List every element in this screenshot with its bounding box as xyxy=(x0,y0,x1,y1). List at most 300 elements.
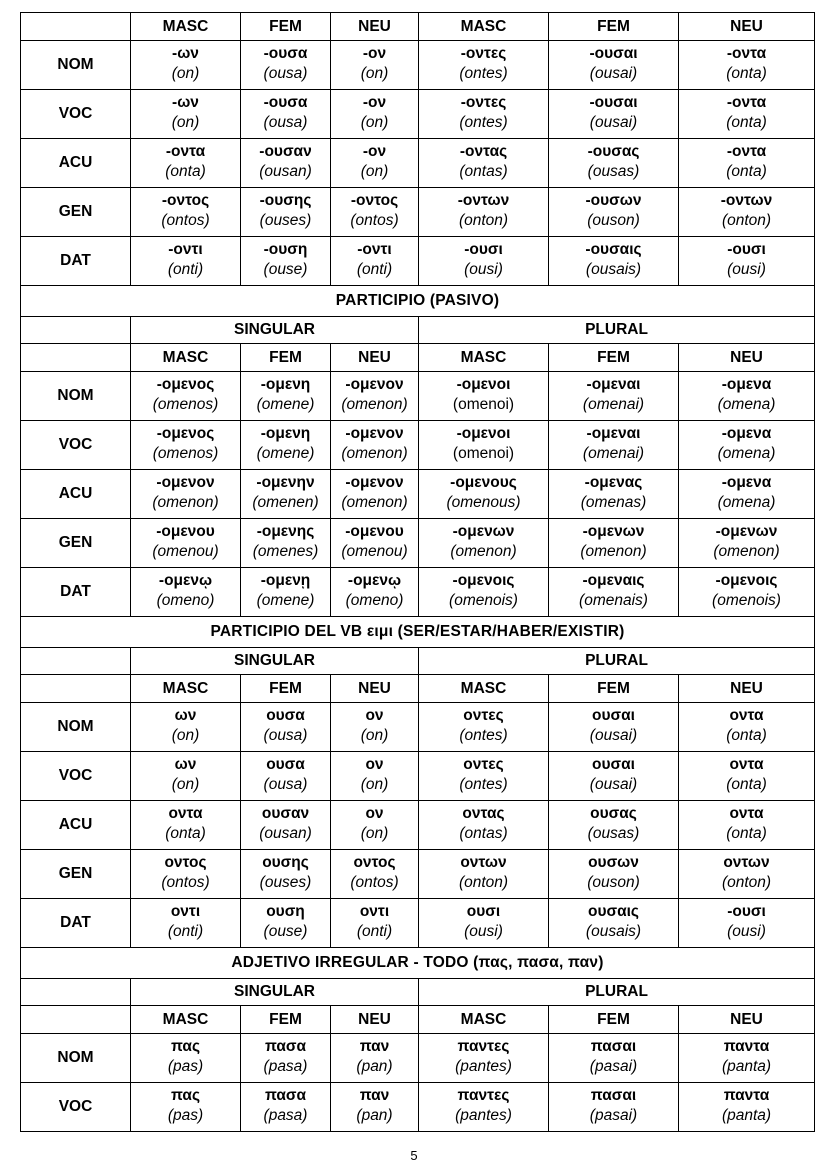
greek-ending: οντα xyxy=(729,804,764,822)
form-cell xyxy=(241,237,331,286)
transliteration: (onti) xyxy=(167,260,204,278)
greek-ending: -ομενον xyxy=(345,375,404,393)
form-cell xyxy=(131,899,241,948)
column-header: MASC xyxy=(131,675,241,703)
form-cell xyxy=(419,899,549,948)
greek-ending: οντα xyxy=(168,804,203,822)
form-cell xyxy=(131,421,241,470)
column-header: NEU xyxy=(331,13,419,41)
greek-ending: -ομενῃ xyxy=(260,571,311,589)
greek-ending: -ομενα xyxy=(721,473,772,491)
transliteration: (ousan) xyxy=(259,824,312,842)
case-label: DAT xyxy=(21,237,131,286)
form-cell xyxy=(549,139,679,188)
case-label: VOC xyxy=(21,90,131,139)
greek-ending: οντος xyxy=(353,853,396,871)
form-cell xyxy=(549,801,679,850)
greek-ending: -ουσα xyxy=(263,93,308,111)
form-cell xyxy=(241,703,331,752)
transliteration: (omenes) xyxy=(252,542,319,560)
form-cell xyxy=(331,470,419,519)
form-cell xyxy=(131,139,241,188)
greek-ending: ον xyxy=(365,706,384,724)
transliteration: (ousi) xyxy=(464,922,503,940)
column-header: NEU xyxy=(331,1006,419,1034)
form-cell xyxy=(241,1083,331,1132)
gender-header-row xyxy=(21,1006,815,1034)
transliteration: (ousa) xyxy=(263,113,308,131)
transliteration: (omenen) xyxy=(252,493,319,511)
form-cell xyxy=(241,372,331,421)
greek-ending: -ουσι xyxy=(727,902,766,920)
transliteration: (ontes) xyxy=(459,726,508,744)
greek-ending: -ομενου xyxy=(156,522,215,540)
greek-ending: ουσα xyxy=(266,706,305,724)
greek-ending: ουση xyxy=(266,902,305,920)
form-cell xyxy=(241,850,331,899)
transliteration: (omenon) xyxy=(341,493,408,511)
case-row-dat xyxy=(21,899,815,948)
case-label: NOM xyxy=(21,703,131,752)
transliteration: (pan) xyxy=(356,1106,393,1124)
transliteration: (onta) xyxy=(726,64,767,82)
greek-ending: -ων xyxy=(172,44,199,62)
group-singular: SINGULAR xyxy=(131,979,419,1006)
case-row-nom xyxy=(21,1034,815,1083)
corner-cell xyxy=(21,1006,131,1034)
form-cell xyxy=(131,801,241,850)
transliteration: (on) xyxy=(360,162,389,180)
transliteration: (ousai) xyxy=(589,64,638,82)
greek-ending: -ομενων xyxy=(582,522,645,540)
section-title-row xyxy=(21,617,815,648)
form-cell xyxy=(331,801,419,850)
transliteration: (omenou) xyxy=(152,542,219,560)
greek-ending: ον xyxy=(365,804,384,822)
greek-ending: ουσαν xyxy=(261,804,310,822)
transliteration: (onti) xyxy=(356,922,393,940)
transliteration: (ouson) xyxy=(587,211,640,229)
form-cell xyxy=(131,519,241,568)
greek-ending: ουσης xyxy=(262,853,309,871)
form-cell xyxy=(241,801,331,850)
greek-ending: -ων xyxy=(172,93,199,111)
transliteration: (onti) xyxy=(167,922,204,940)
transliteration: (pasa) xyxy=(263,1106,308,1124)
form-cell xyxy=(331,568,419,617)
form-cell xyxy=(549,237,679,286)
form-cell xyxy=(679,372,815,421)
form-cell xyxy=(131,41,241,90)
form-cell xyxy=(241,188,331,237)
case-label: DAT xyxy=(21,899,131,948)
form-cell xyxy=(679,1083,815,1132)
transliteration: (omenous) xyxy=(446,493,521,511)
form-cell xyxy=(241,899,331,948)
column-header: FEM xyxy=(241,344,331,372)
gender-header-row xyxy=(21,344,815,372)
greek-ending: -ουσα xyxy=(263,44,308,62)
transliteration: (on) xyxy=(171,113,200,131)
greek-ending: ουσαι xyxy=(592,755,635,773)
form-cell xyxy=(131,470,241,519)
transliteration: (ouses) xyxy=(259,211,312,229)
case-label: ACU xyxy=(21,139,131,188)
form-cell xyxy=(549,372,679,421)
transliteration: (omene) xyxy=(256,444,315,462)
form-cell xyxy=(241,519,331,568)
transliteration: (ousi) xyxy=(464,260,503,278)
greek-ending: -ομενας xyxy=(584,473,643,491)
greek-ending: -οντες xyxy=(460,44,507,62)
transliteration: (omenon) xyxy=(580,542,647,560)
form-cell xyxy=(331,752,419,801)
greek-ending: -ομενη xyxy=(260,424,311,442)
form-cell xyxy=(241,752,331,801)
case-label: NOM xyxy=(21,41,131,90)
form-cell xyxy=(419,188,549,237)
greek-ending: οντι xyxy=(359,902,390,920)
greek-ending: -οντες xyxy=(460,93,507,111)
transliteration: (ouse) xyxy=(263,260,308,278)
form-cell xyxy=(331,899,419,948)
form-cell xyxy=(679,752,815,801)
form-cell xyxy=(679,139,815,188)
greek-ending: -οντος xyxy=(350,191,399,209)
transliteration: (on) xyxy=(171,64,200,82)
transliteration: (omenon) xyxy=(341,395,408,413)
transliteration: (panta) xyxy=(721,1057,772,1075)
case-row-dat xyxy=(21,237,815,286)
transliteration: (ontas) xyxy=(459,162,508,180)
transliteration: (omene) xyxy=(256,591,315,609)
greek-ending: -ουση xyxy=(263,240,308,258)
form-cell xyxy=(131,568,241,617)
transliteration: (ousa) xyxy=(263,64,308,82)
case-label: VOC xyxy=(21,752,131,801)
transliteration: (ousai) xyxy=(589,775,638,793)
transliteration: (ousai) xyxy=(589,113,638,131)
transliteration: (pantes) xyxy=(455,1057,512,1075)
greek-ending: -ομενος xyxy=(156,375,215,393)
form-cell xyxy=(241,1034,331,1083)
transliteration: (omenon) xyxy=(713,542,780,560)
transliteration: (onton) xyxy=(721,873,772,891)
form-cell xyxy=(131,752,241,801)
greek-ending: -ομενοις xyxy=(715,571,778,589)
greek-ending: παν xyxy=(359,1086,390,1104)
greek-ending: -οντα xyxy=(165,142,206,160)
greek-ending: πασα xyxy=(264,1037,307,1055)
greek-ending: -ομενων xyxy=(715,522,778,540)
greek-ending: -ουσων xyxy=(585,191,642,209)
form-cell xyxy=(419,372,549,421)
column-header: FEM xyxy=(549,344,679,372)
greek-ending: ουσα xyxy=(266,755,305,773)
transliteration: (omenoi) xyxy=(452,395,515,413)
form-cell xyxy=(549,899,679,948)
form-cell xyxy=(331,421,419,470)
column-header: FEM xyxy=(549,1006,679,1034)
transliteration: (onti) xyxy=(356,260,393,278)
greek-ending: -ομενους xyxy=(450,473,517,491)
column-header: FEM xyxy=(241,13,331,41)
column-header: MASC xyxy=(419,13,549,41)
section-title: PARTICIPIO (PASIVO) xyxy=(21,286,815,317)
form-cell xyxy=(679,237,815,286)
transliteration: (ontos) xyxy=(161,873,210,891)
transliteration: (omeno) xyxy=(156,591,215,609)
form-cell xyxy=(131,1034,241,1083)
case-row-voc xyxy=(21,752,815,801)
greek-ending: -ομενον xyxy=(156,473,215,491)
transliteration: (onton) xyxy=(458,873,509,891)
greek-ending: πασαι xyxy=(590,1086,637,1104)
greek-ending: -ομενη xyxy=(260,375,311,393)
form-cell xyxy=(679,568,815,617)
form-cell xyxy=(419,139,549,188)
column-header: MASC xyxy=(419,344,549,372)
transliteration: (ousais) xyxy=(585,922,642,940)
greek-ending: -ομενοι xyxy=(456,375,511,393)
greek-ending: -ομεναι xyxy=(586,375,641,393)
greek-ending: πας xyxy=(170,1037,201,1055)
greek-ending: -ουσι xyxy=(464,240,503,258)
greek-ending: ων xyxy=(174,706,197,724)
column-header: MASC xyxy=(131,344,241,372)
greek-ending: πας xyxy=(170,1086,201,1104)
case-row-acu xyxy=(21,139,815,188)
greek-ending: -ομενης xyxy=(256,522,315,540)
greek-ending: -ουσι xyxy=(727,240,766,258)
form-cell xyxy=(241,139,331,188)
greek-ending: -ομενην xyxy=(256,473,315,491)
case-label: NOM xyxy=(21,1034,131,1083)
greek-ending: παντα xyxy=(723,1086,770,1104)
greek-ending: -ομενα xyxy=(721,424,772,442)
form-cell xyxy=(419,1034,549,1083)
greek-ending: -ομενων xyxy=(452,522,515,540)
transliteration: (ousas) xyxy=(587,824,640,842)
transliteration: (omenas) xyxy=(580,493,647,511)
section-title: PARTICIPIO DEL VB ειμι (SER/ESTAR/HABER/EXISTIR) xyxy=(21,617,815,648)
greek-ending: -ομενον xyxy=(345,424,404,442)
transliteration: (ouson) xyxy=(587,873,640,891)
transliteration: (pasa) xyxy=(263,1057,308,1075)
transliteration: (ontes) xyxy=(459,775,508,793)
greek-ending: οντος xyxy=(164,853,207,871)
greek-ending: ον xyxy=(365,755,384,773)
corner-cell xyxy=(21,675,131,703)
form-cell xyxy=(419,752,549,801)
greek-ending: -οντος xyxy=(161,191,210,209)
case-row-acu xyxy=(21,801,815,850)
transliteration: (onta) xyxy=(165,824,206,842)
transliteration: (omena) xyxy=(717,493,776,511)
transliteration: (ousas) xyxy=(587,162,640,180)
case-row-gen xyxy=(21,188,815,237)
form-cell xyxy=(131,1083,241,1132)
transliteration: (omena) xyxy=(717,444,776,462)
greek-ending: -ουσης xyxy=(259,191,312,209)
column-header: FEM xyxy=(549,675,679,703)
transliteration: (pas) xyxy=(167,1057,204,1075)
transliteration: (onton) xyxy=(721,211,772,229)
form-cell xyxy=(419,237,549,286)
greek-ending: -ον xyxy=(362,142,387,160)
greek-ending: παν xyxy=(359,1037,390,1055)
greek-ending: -οντων xyxy=(457,191,510,209)
transliteration: (omenou) xyxy=(341,542,408,560)
transliteration: (on) xyxy=(171,726,200,744)
form-cell xyxy=(241,41,331,90)
form-cell xyxy=(241,470,331,519)
number-group-row xyxy=(21,317,815,344)
transliteration: (omenais) xyxy=(579,591,648,609)
group-plural: PLURAL xyxy=(419,317,815,344)
form-cell xyxy=(331,139,419,188)
greek-ending: -ομενον xyxy=(345,473,404,491)
form-cell xyxy=(419,470,549,519)
column-header: NEU xyxy=(679,344,815,372)
transliteration: (omene) xyxy=(256,395,315,413)
greek-ending: οντας xyxy=(462,804,505,822)
form-cell xyxy=(549,1083,679,1132)
transliteration: (onton) xyxy=(458,211,509,229)
section-title-row xyxy=(21,948,815,979)
greek-ending: -ομενου xyxy=(345,522,404,540)
form-cell xyxy=(331,90,419,139)
corner-cell xyxy=(21,317,131,344)
transliteration: (omenoi) xyxy=(452,444,515,462)
column-header: NEU xyxy=(679,1006,815,1034)
transliteration: (omenai) xyxy=(582,444,645,462)
form-cell xyxy=(131,237,241,286)
transliteration: (omenon) xyxy=(450,542,517,560)
column-header: NEU xyxy=(331,344,419,372)
transliteration: (ousa) xyxy=(263,775,308,793)
transliteration: (pasai) xyxy=(589,1057,638,1075)
form-cell xyxy=(549,752,679,801)
transliteration: (pan) xyxy=(356,1057,393,1075)
greek-ending: -οντα xyxy=(726,142,767,160)
section-title-row xyxy=(21,286,815,317)
form-cell xyxy=(419,1083,549,1132)
column-header: FEM xyxy=(241,1006,331,1034)
case-label: DAT xyxy=(21,568,131,617)
greek-ending: -ομενῳ xyxy=(158,571,213,589)
gender-header-row xyxy=(21,13,815,41)
transliteration: (ontos) xyxy=(350,211,399,229)
case-label: GEN xyxy=(21,850,131,899)
transliteration: (pas) xyxy=(167,1106,204,1124)
transliteration: (omeno) xyxy=(345,591,404,609)
transliteration: (omenois) xyxy=(712,591,781,609)
greek-ending: -ουσαν xyxy=(259,142,312,160)
greek-ending: παντες xyxy=(457,1086,510,1104)
form-cell xyxy=(679,90,815,139)
greek-ending: ουσας xyxy=(590,804,637,822)
column-header: MASC xyxy=(131,1006,241,1034)
greek-ending: πασαι xyxy=(590,1037,637,1055)
transliteration: (omenon) xyxy=(152,493,219,511)
case-label: NOM xyxy=(21,372,131,421)
form-cell xyxy=(679,41,815,90)
transliteration: (ousa) xyxy=(263,726,308,744)
transliteration: (ontas) xyxy=(459,824,508,842)
transliteration: (ousi) xyxy=(727,922,766,940)
transliteration: (ontes) xyxy=(459,64,508,82)
greek-ending: -ουσαι xyxy=(589,44,638,62)
case-row-nom xyxy=(21,41,815,90)
transliteration: (on) xyxy=(171,775,200,793)
greek-ending: οντι xyxy=(170,902,201,920)
column-header: MASC xyxy=(131,13,241,41)
transliteration: (ontes) xyxy=(459,113,508,131)
form-cell xyxy=(331,850,419,899)
form-cell xyxy=(549,90,679,139)
corner-cell xyxy=(21,13,131,41)
transliteration: (omena) xyxy=(717,395,776,413)
form-cell xyxy=(331,1034,419,1083)
form-cell xyxy=(131,703,241,752)
form-cell xyxy=(549,470,679,519)
greek-ending: οντες xyxy=(463,706,504,724)
transliteration: (ousais) xyxy=(585,260,642,278)
greek-ending: -ομεναις xyxy=(582,571,645,589)
form-cell xyxy=(549,568,679,617)
case-row-voc xyxy=(21,421,815,470)
form-cell xyxy=(549,703,679,752)
greek-ending: -οντα xyxy=(726,93,767,111)
transliteration: (ontos) xyxy=(350,873,399,891)
form-cell xyxy=(131,90,241,139)
case-label: VOC xyxy=(21,1083,131,1132)
column-header: FEM xyxy=(241,675,331,703)
greek-ending: οντα xyxy=(729,706,764,724)
form-cell xyxy=(331,41,419,90)
greek-ending: ουσι xyxy=(466,902,501,920)
transliteration: (on) xyxy=(360,775,389,793)
gender-header-row xyxy=(21,675,815,703)
form-cell xyxy=(679,801,815,850)
form-cell xyxy=(549,188,679,237)
case-label: GEN xyxy=(21,519,131,568)
transliteration: (ousai) xyxy=(589,726,638,744)
form-cell xyxy=(679,421,815,470)
form-cell xyxy=(241,90,331,139)
greek-ending: -οντι xyxy=(357,240,392,258)
transliteration: (panta) xyxy=(721,1106,772,1124)
form-cell xyxy=(679,899,815,948)
transliteration: (omenai) xyxy=(582,395,645,413)
column-header: NEU xyxy=(331,675,419,703)
greek-ending: πασα xyxy=(264,1086,307,1104)
case-row-nom xyxy=(21,703,815,752)
form-cell xyxy=(241,568,331,617)
greek-ending: οντα xyxy=(729,755,764,773)
transliteration: (ouse) xyxy=(263,922,308,940)
form-cell xyxy=(419,568,549,617)
corner-cell xyxy=(21,979,131,1006)
transliteration: (onta) xyxy=(726,824,767,842)
form-cell xyxy=(549,1034,679,1083)
number-group-row xyxy=(21,648,815,675)
greek-ending: ων xyxy=(174,755,197,773)
transliteration: (on) xyxy=(360,824,389,842)
form-cell xyxy=(419,519,549,568)
greek-ending: ουσων xyxy=(588,853,639,871)
